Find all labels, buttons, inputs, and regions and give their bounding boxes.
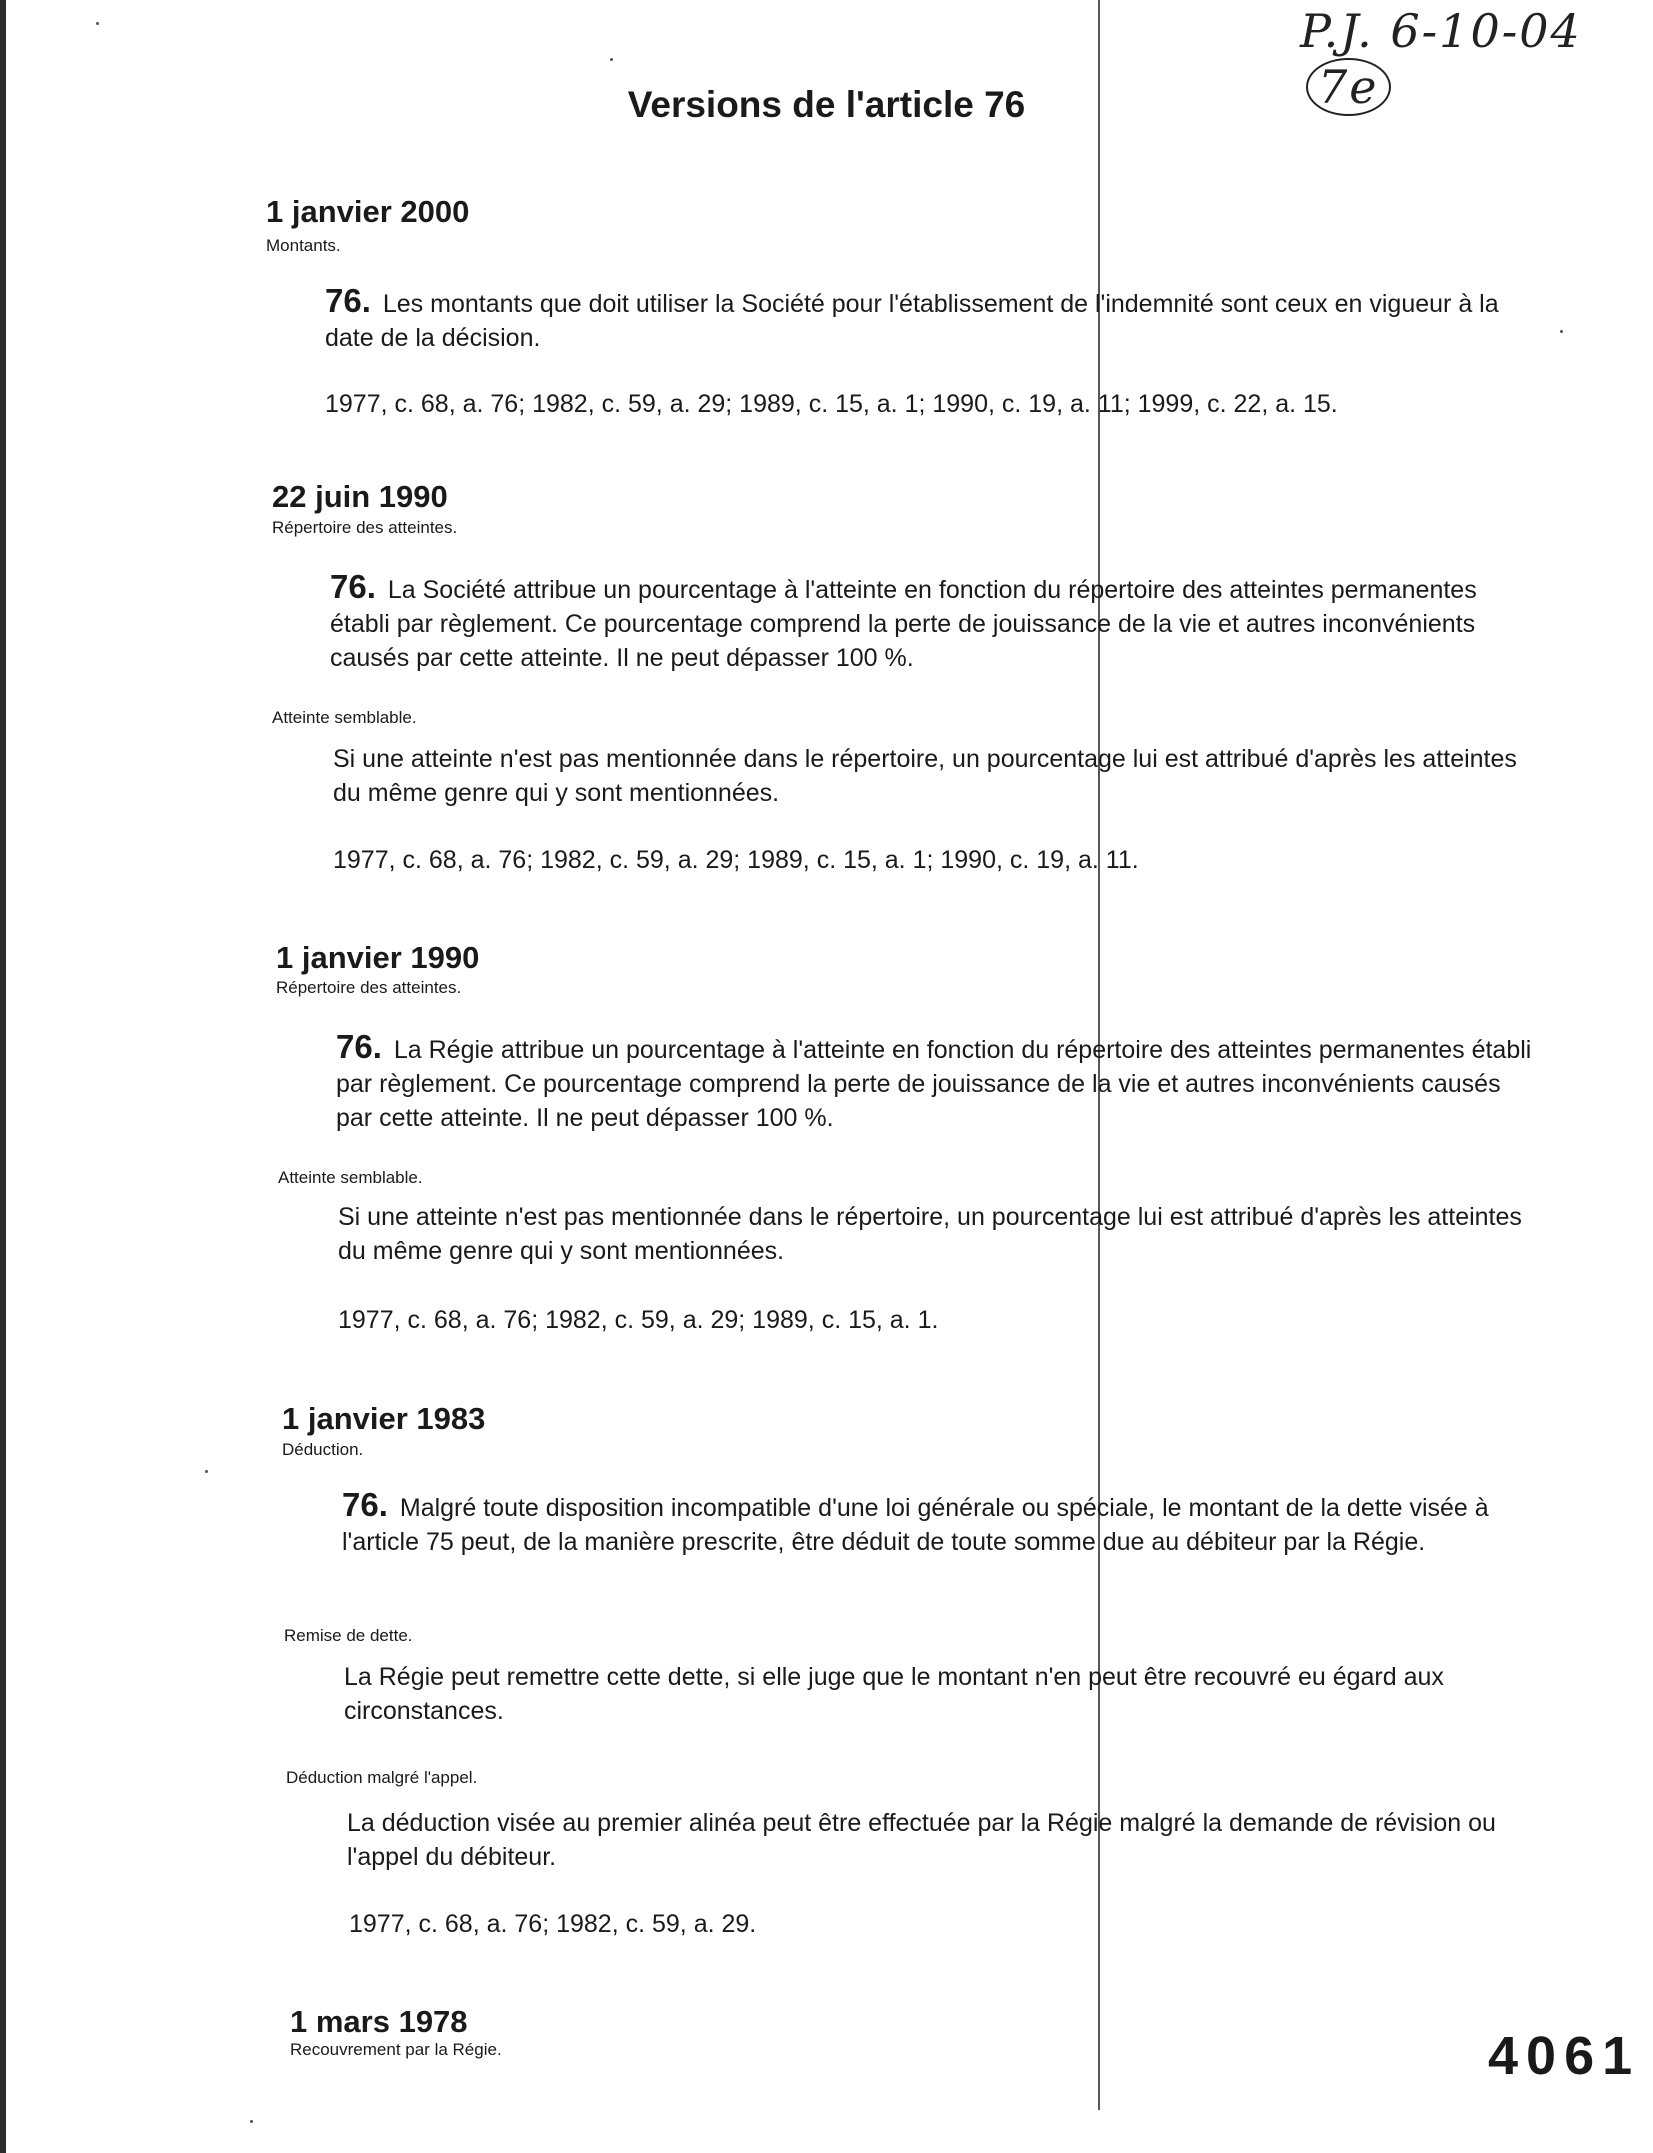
- article-paragraph: [336, 1030, 1536, 1135]
- article-number: 76.: [325, 282, 371, 319]
- page-title: Versions de l'article 76: [627, 84, 1026, 125]
- version-date: 1 mars 1978: [290, 2004, 468, 2039]
- handwritten-ref: P.J. 6-10-04: [1300, 4, 1582, 58]
- scan-left-edge: [0, 0, 6, 2153]
- legislative-citation: 1977, c. 68, a. 76; 1982, c. 59, a. 29; 1989, c. 15, a. 1; 1990, c. 19, a. 11; 1999, c. 22, a. 15.: [325, 390, 1338, 418]
- version-date: 1 janvier 1983: [282, 1401, 486, 1436]
- article-text: Malgré toute disposition incompatible d'une loi générale ou spéciale, le montant de la dette visée à l'article 75 peut, de la manière prescrite, être déduit de toute somme due au débiteur par la Régie.: [342, 1494, 1489, 1556]
- margin-note: Atteinte semblable.: [278, 1168, 423, 1187]
- article-paragraph: [330, 570, 1530, 675]
- margin-note: Déduction malgré l'appel.: [286, 1768, 478, 1787]
- article-text: La Société attribue un pourcentage à l'atteinte en fonction du répertoire des atteintes permanentes établi par règlement. Ce pourcentage comprend la perte de jouissance de la vie et autres inconvénients causés par cette atteinte. Il ne peut dépasser 100 %.: [330, 576, 1477, 672]
- margin-note: Atteinte semblable.: [272, 708, 417, 727]
- article-paragraph: [342, 1488, 1542, 1559]
- article-text: Les montants que doit utiliser la Société pour l'établissement de l'indemnité sont ceux en vigueur à la date de la décision.: [325, 290, 1499, 352]
- article-number: 76.: [336, 1028, 382, 1065]
- page-number: 4061: [1488, 2026, 1641, 2086]
- margin-note: Recouvrement par la Régie.: [290, 2040, 502, 2059]
- article-number: 76.: [330, 568, 376, 605]
- margin-note: Répertoire des atteintes.: [272, 518, 458, 537]
- legislative-citation: 1977, c. 68, a. 76; 1982, c. 59, a. 29; 1989, c. 15, a. 1; 1990, c. 19, a. 11.: [333, 846, 1139, 874]
- article-paragraph: Si une atteinte n'est pas mentionnée dans le répertoire, un pourcentage lui est attribué d'après les atteintes du même genre qui y sont mentionnées.: [333, 745, 1517, 807]
- margin-note: Remise de dette.: [284, 1626, 413, 1645]
- scan-speck: [96, 22, 99, 25]
- article-paragraph: La déduction visée au premier alinéa peut être effectuée par la Régie malgré la demande de révision ou l'appel du débiteur.: [347, 1809, 1496, 1871]
- article-paragraph: Si une atteinte n'est pas mentionnée dans le répertoire, un pourcentage lui est attribué d'après les atteintes du même genre qui y sont mentionnées.: [338, 1203, 1522, 1265]
- article-text: La Régie attribue un pourcentage à l'atteinte en fonction du répertoire des atteintes permanentes établi par règlement. Ce pourcentage comprend la perte de jouissance de la vie et autres inconvénients causés par cette atteinte. Il ne peut dépasser 100 %.: [336, 1036, 1532, 1132]
- scan-speck: [250, 2120, 253, 2123]
- margin-note: Déduction.: [282, 1440, 364, 1459]
- handwritten-circled-mark: 7e: [1306, 58, 1391, 116]
- article-paragraph: La Régie peut remettre cette dette, si elle juge que le montant n'en peut être recouvré eu égard aux circonstances.: [344, 1663, 1444, 1725]
- legislative-citation: 1977, c. 68, a. 76; 1982, c. 59, a. 29; 1989, c. 15, a. 1.: [338, 1306, 939, 1334]
- scan-speck: [1560, 330, 1563, 333]
- margin-note: Montants.: [266, 236, 341, 255]
- version-date: 1 janvier 1990: [276, 940, 480, 975]
- scan-speck: [205, 1470, 208, 1473]
- legislative-citation: 1977, c. 68, a. 76; 1982, c. 59, a. 29.: [349, 1910, 757, 1938]
- scan-speck: [610, 58, 613, 61]
- version-date: 1 janvier 2000: [266, 194, 470, 229]
- version-date: 22 juin 1990: [272, 479, 448, 514]
- margin-note: Répertoire des atteintes.: [276, 978, 462, 997]
- article-paragraph: [325, 284, 1525, 355]
- article-number: 76.: [342, 1486, 388, 1523]
